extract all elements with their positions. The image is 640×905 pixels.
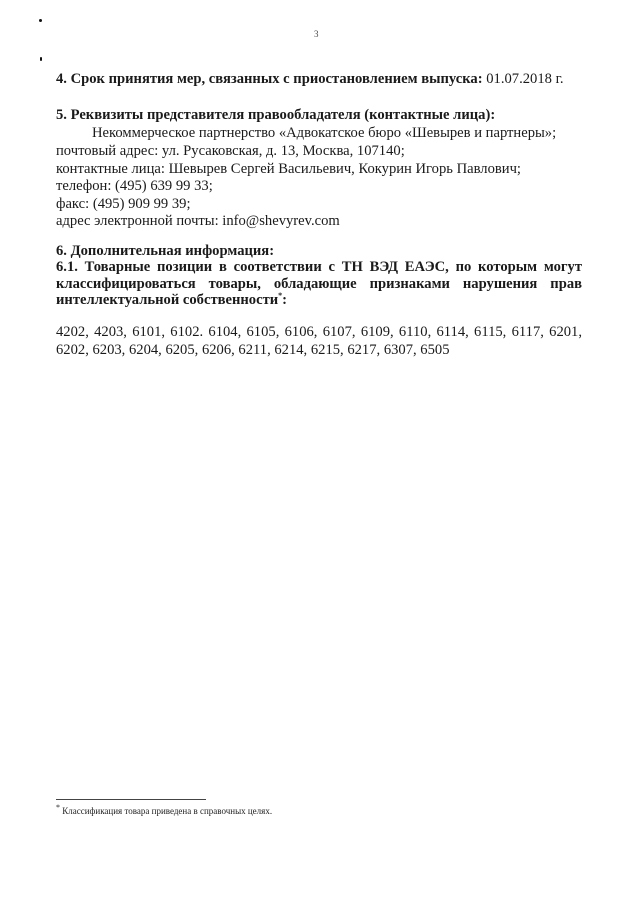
footnote-separator (56, 799, 206, 800)
section-6-1-line-3: интеллектуальной собственности*: (56, 291, 288, 308)
phone-number: телефон: (495) 639 99 33; (56, 178, 213, 194)
fax-number: факс: (495) 909 99 39; (56, 196, 191, 212)
tn-ved-codes-line-1: 4202, 4203, 6101, 6102. 6104, 6105, 6106, 6107, 6109, 6110, 6114, 6115, 6117, 6201, (56, 324, 582, 340)
scan-mark-top (39, 19, 42, 22)
footnote: * Классификация товара приведена в справочных целях. (56, 803, 273, 816)
section-6-1-line-1: 6.1. Товарные позиции в соответствии с ТН ВЭД ЕАЭС, по которым могут (56, 259, 582, 275)
section-4-value: 01.07.2018 г. (486, 71, 564, 87)
section-5-heading: 5. Реквизиты представителя правообладателя (контактные лица): (56, 107, 496, 123)
section-6-heading: 6. Дополнительная информация: (56, 243, 275, 259)
page-number: 3 (314, 29, 319, 39)
scan-mark-bottom (40, 57, 42, 61)
tn-ved-codes-line-2: 6202, 6203, 6204, 6205, 6206, 6211, 6214, 6215, 6217, 6307, 6505 (56, 342, 450, 358)
representative-organization: Некоммерческое партнерство «Адвокатское бюро «Шевырев и партнеры»; (92, 125, 557, 141)
section-4-line (56, 71, 564, 87)
postal-address: почтовый адрес: ул. Русаковская, д. 13, Москва, 107140; (56, 143, 405, 159)
section-4-label: 4. Срок принятия мер, связанных с приостановлением выпуска: (56, 71, 483, 87)
section-6-1-line-2: классифицироваться товары, обладающие признаками нарушения прав (56, 276, 582, 292)
email-address: адрес электронной почты: info@shevyrev.com (56, 213, 340, 229)
footnote-marker: * (278, 291, 283, 301)
contact-persons: контактные лица: Шевырев Сергей Васильевич, Кокурин Игорь Павлович; (56, 161, 521, 177)
